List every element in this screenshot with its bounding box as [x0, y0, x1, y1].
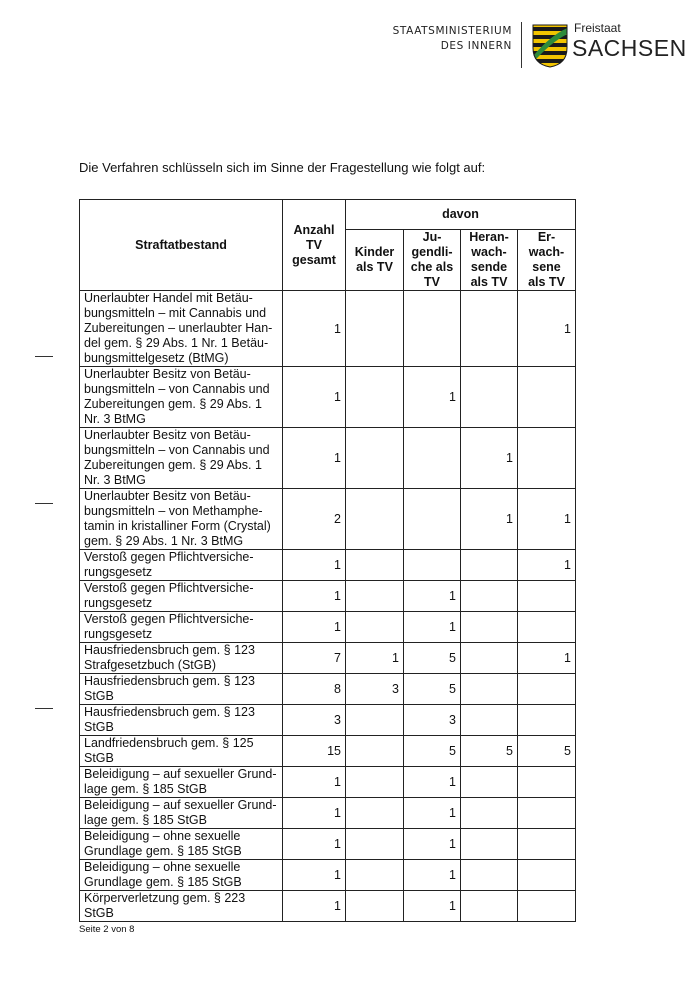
cell-kinder [346, 581, 404, 612]
table-row [80, 428, 576, 489]
cell-jugendliche: 5 [404, 674, 461, 705]
cell-gesamt: 1 [283, 767, 346, 798]
cell-kinder [346, 767, 404, 798]
cell-kinder [346, 736, 404, 767]
table-row [80, 736, 576, 767]
cell-erwachsene [518, 581, 576, 612]
cell-jugendliche: 1 [404, 612, 461, 643]
margin-mark [35, 503, 53, 504]
cell-straftat: Unerlaubter Handel mit Betäu- bungsmitteln – mit Cannabis und Zubereitungen – unerlaubter Han- del gem. § 29 Abs. 1 Nr. 1 Betäu- bungsmittelgesetz (BtMG) [80, 291, 283, 367]
ministry-line-1: STAATSMINISTERIUM [392, 25, 512, 37]
cell-straftat: Beleidigung – ohne sexuelle Grundlage gem. § 185 StGB [80, 829, 283, 860]
table-row [80, 489, 576, 550]
cell-kinder [346, 798, 404, 829]
header-davon: davon [346, 200, 576, 230]
cell-gesamt: 1 [283, 581, 346, 612]
cell-erwachsene: 1 [518, 489, 576, 550]
cell-heranwachsende [461, 367, 518, 428]
cell-kinder [346, 367, 404, 428]
cell-heranwachsende [461, 767, 518, 798]
table-row [80, 581, 576, 612]
cell-gesamt: 1 [283, 860, 346, 891]
brand-big: SACHSEN [572, 35, 687, 61]
table-row [80, 829, 576, 860]
header-anzahl: Anzahl TV gesamt [283, 200, 346, 291]
cell-gesamt: 1 [283, 798, 346, 829]
ministry-line-2: DES INNERN [440, 40, 512, 52]
margin-mark [35, 356, 53, 357]
cell-gesamt: 1 [283, 550, 346, 581]
cell-kinder [346, 891, 404, 922]
cell-erwachsene [518, 829, 576, 860]
cell-jugendliche [404, 489, 461, 550]
cell-jugendliche: 5 [404, 643, 461, 674]
cell-kinder [346, 428, 404, 489]
header-erwachsene: Er- wach- sene als TV [518, 230, 576, 291]
cell-straftat: Hausfriedensbruch gem. § 123 Strafgesetzbuch (StGB) [80, 643, 283, 674]
cell-gesamt: 1 [283, 367, 346, 428]
cell-heranwachsende: 5 [461, 736, 518, 767]
cell-straftat: Beleidigung – auf sexueller Grund- lage gem. § 185 StGB [80, 767, 283, 798]
cell-erwachsene: 1 [518, 291, 576, 367]
cell-kinder [346, 612, 404, 643]
table-row [80, 860, 576, 891]
cell-jugendliche: 1 [404, 860, 461, 891]
cell-erwachsene [518, 674, 576, 705]
cell-gesamt: 3 [283, 705, 346, 736]
page-number: Seite 2 von 8 [79, 924, 135, 935]
table-row [80, 705, 576, 736]
cell-kinder [346, 489, 404, 550]
cell-kinder [346, 860, 404, 891]
cell-straftat: Hausfriedensbruch gem. § 123 StGB [80, 705, 283, 736]
table-row [80, 643, 576, 674]
table-row [80, 674, 576, 705]
saxony-crest-icon [532, 24, 568, 68]
cell-heranwachsende [461, 798, 518, 829]
cell-gesamt: 1 [283, 428, 346, 489]
cell-jugendliche [404, 291, 461, 367]
cell-kinder [346, 291, 404, 367]
cell-heranwachsende: 1 [461, 489, 518, 550]
cell-jugendliche: 1 [404, 581, 461, 612]
margin-mark [35, 708, 53, 709]
offense-table [79, 199, 576, 922]
cell-heranwachsende [461, 860, 518, 891]
cell-erwachsene: 1 [518, 550, 576, 581]
cell-erwachsene [518, 428, 576, 489]
table-row [80, 367, 576, 428]
cell-kinder: 3 [346, 674, 404, 705]
letterhead [380, 20, 687, 70]
cell-gesamt: 15 [283, 736, 346, 767]
cell-jugendliche [404, 428, 461, 489]
cell-heranwachsende [461, 674, 518, 705]
cell-heranwachsende [461, 891, 518, 922]
cell-kinder: 1 [346, 643, 404, 674]
cell-jugendliche: 1 [404, 367, 461, 428]
header-straftat: Straftatbestand [80, 200, 283, 291]
header-divider [521, 22, 522, 68]
cell-gesamt: 8 [283, 674, 346, 705]
cell-jugendliche: 1 [404, 829, 461, 860]
table-row [80, 891, 576, 922]
cell-heranwachsende [461, 829, 518, 860]
cell-erwachsene [518, 891, 576, 922]
brand-wordmark [572, 21, 687, 61]
cell-erwachsene [518, 798, 576, 829]
cell-straftat: Unerlaubter Besitz von Betäu- bungsmitteln – von Methamphe- tamin in kristalliner Form (Crystal) gem. § 29 Abs. 1 Nr. 3 BtMG [80, 489, 283, 550]
cell-gesamt: 2 [283, 489, 346, 550]
cell-erwachsene: 5 [518, 736, 576, 767]
cell-gesamt: 1 [283, 891, 346, 922]
cell-heranwachsende [461, 643, 518, 674]
cell-jugendliche [404, 550, 461, 581]
cell-straftat: Hausfriedensbruch gem. § 123 StGB [80, 674, 283, 705]
cell-erwachsene [518, 860, 576, 891]
cell-straftat: Beleidigung – ohne sexuelle Grundlage gem. § 185 StGB [80, 860, 283, 891]
cell-heranwachsende [461, 291, 518, 367]
cell-straftat: Landfriedensbruch gem. § 125 StGB [80, 736, 283, 767]
cell-straftat: Verstoß gegen Pflichtversiche- rungsgesetz [80, 550, 283, 581]
cell-gesamt: 1 [283, 829, 346, 860]
cell-kinder [346, 705, 404, 736]
cell-straftat: Unerlaubter Besitz von Betäu- bungsmitteln – von Cannabis und Zubereitungen gem. § 29 Abs. 1 Nr. 3 BtMG [80, 367, 283, 428]
table-row [80, 798, 576, 829]
cell-straftat: Unerlaubter Besitz von Betäu- bungsmitteln – von Cannabis und Zubereitungen gem. § 29 Abs. 1 Nr. 3 BtMG [80, 428, 283, 489]
cell-erwachsene [518, 612, 576, 643]
ministry-name [393, 24, 512, 54]
header-jugendliche: Ju- gendli- che als TV [404, 230, 461, 291]
cell-kinder [346, 550, 404, 581]
table-body [80, 291, 576, 922]
header-kinder: Kinder als TV [346, 230, 404, 291]
table-row [80, 612, 576, 643]
cell-jugendliche: 5 [404, 736, 461, 767]
cell-jugendliche: 1 [404, 767, 461, 798]
intro-text: Die Verfahren schlüsseln sich im Sinne der Fragestellung wie folgt auf: [79, 160, 486, 175]
cell-heranwachsende [461, 581, 518, 612]
cell-gesamt: 1 [283, 291, 346, 367]
brand-small: Freistaat [574, 21, 621, 35]
cell-kinder [346, 829, 404, 860]
cell-straftat: Körperverletzung gem. § 223 StGB [80, 891, 283, 922]
table-row [80, 550, 576, 581]
table-row [80, 767, 576, 798]
cell-straftat: Beleidigung – auf sexueller Grund- lage gem. § 185 StGB [80, 798, 283, 829]
table-row [80, 291, 576, 367]
cell-gesamt: 1 [283, 612, 346, 643]
cell-heranwachsende: 1 [461, 428, 518, 489]
cell-heranwachsende [461, 550, 518, 581]
cell-erwachsene: 1 [518, 643, 576, 674]
cell-erwachsene [518, 705, 576, 736]
cell-jugendliche: 1 [404, 798, 461, 829]
cell-straftat: Verstoß gegen Pflichtversiche- rungsgesetz [80, 581, 283, 612]
cell-straftat: Verstoß gegen Pflichtversiche- rungsgesetz [80, 612, 283, 643]
cell-erwachsene [518, 367, 576, 428]
cell-erwachsene [518, 767, 576, 798]
cell-jugendliche: 3 [404, 705, 461, 736]
cell-gesamt: 7 [283, 643, 346, 674]
cell-jugendliche: 1 [404, 891, 461, 922]
header-heranwachsende: Heran- wach- sende als TV [461, 230, 518, 291]
cell-heranwachsende [461, 705, 518, 736]
cell-heranwachsende [461, 612, 518, 643]
